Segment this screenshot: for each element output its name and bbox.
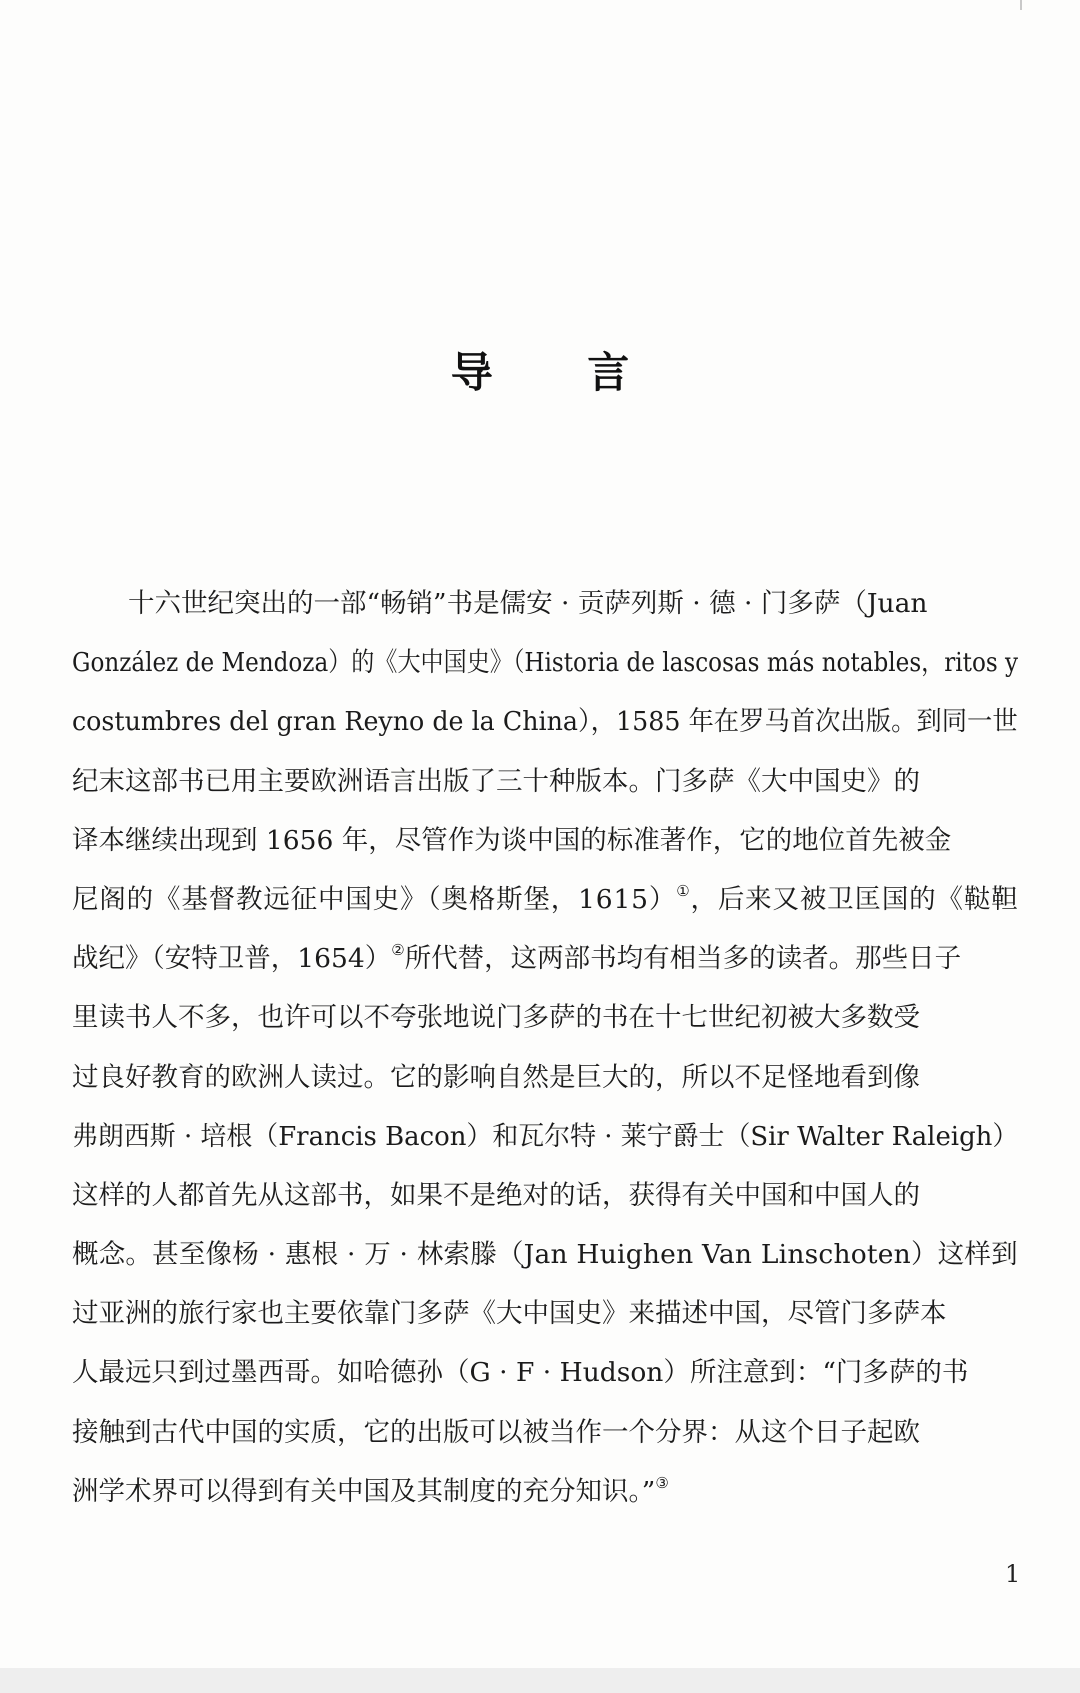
text-line: costumbres del gran Reyno de la China），1585 年在罗马首次出版。到同一世 <box>72 706 1018 738</box>
text-line: 洲学术界可以得到有关中国及其制度的充分知识。”③ <box>72 1473 669 1507</box>
text-line: 概念。甚至像杨 · 惠根 · 万 · 林索滕（Jan Huighen Van Linschoten）这样到 <box>72 1239 1018 1271</box>
page-number: 1 <box>1005 1560 1021 1588</box>
text-line: 十六世纪突出的一部“畅销”书是儒安 · 贡萨列斯 · 德 · 门多萨（Juan <box>128 588 928 619</box>
text-line: 尼阁的《基督教远征中国史》（奥格斯堡，1615）①，后来又被卫匡国的《鞑靼 <box>72 881 1019 915</box>
chapter-title: 导 言 <box>450 348 670 397</box>
footnote-marker[interactable]: ③ <box>655 1473 669 1492</box>
footnote-marker[interactable]: ② <box>391 941 405 960</box>
text-line: 过亚洲的旅行家也主要依靠门多萨《大中国史》来描述中国，尽管门多萨本 <box>72 1298 947 1330</box>
text-line: 接触到古代中国的实质，它的出版可以被当作一个分界：从这个日子起欧 <box>72 1416 920 1448</box>
text-line: 纪末这部书已用主要欧洲语言出版了三十种版本。门多萨《大中国史》的 <box>72 765 920 797</box>
text-line: 译本继续出现到 1656 年，尽管作为谈中国的标准著作，它的地位首先被金 <box>72 824 952 856</box>
text-line: 战纪》（安特卫普，1654）②所代替，这两部书均有相当多的读者。那些日子 <box>72 941 962 975</box>
text-line: González de Mendoza）的《大中国史》（Historia de lascosas más notables，ritos y <box>72 647 1019 679</box>
footnote-marker[interactable]: ① <box>676 881 691 900</box>
text-line: 人最远只到过墨西哥。如哈德孙（G · F · Hudson）所注意到：“门多萨的书 <box>72 1357 969 1389</box>
viewer-bottom-bar <box>0 1668 1080 1693</box>
text-line: 过良好教育的欧洲人读过。它的影响自然是巨大的，所以不足怪地看到像 <box>72 1061 920 1093</box>
text-line: 这样的人都首先从这部书，如果不是绝对的话，获得有关中国和中国人的 <box>72 1179 920 1211</box>
introduction-paragraph <box>72 582 1018 1529</box>
page-edge-mark <box>1020 0 1022 10</box>
text-line: 弗朗西斯 · 培根（Francis Bacon）和瓦尔特 · 莱宁爵士（Sir Walter Raleigh） <box>72 1120 1019 1152</box>
text-line: 里读书人不多，也许可以不夸张地说门多萨的书在十七世纪初被大多数受 <box>72 1002 920 1034</box>
